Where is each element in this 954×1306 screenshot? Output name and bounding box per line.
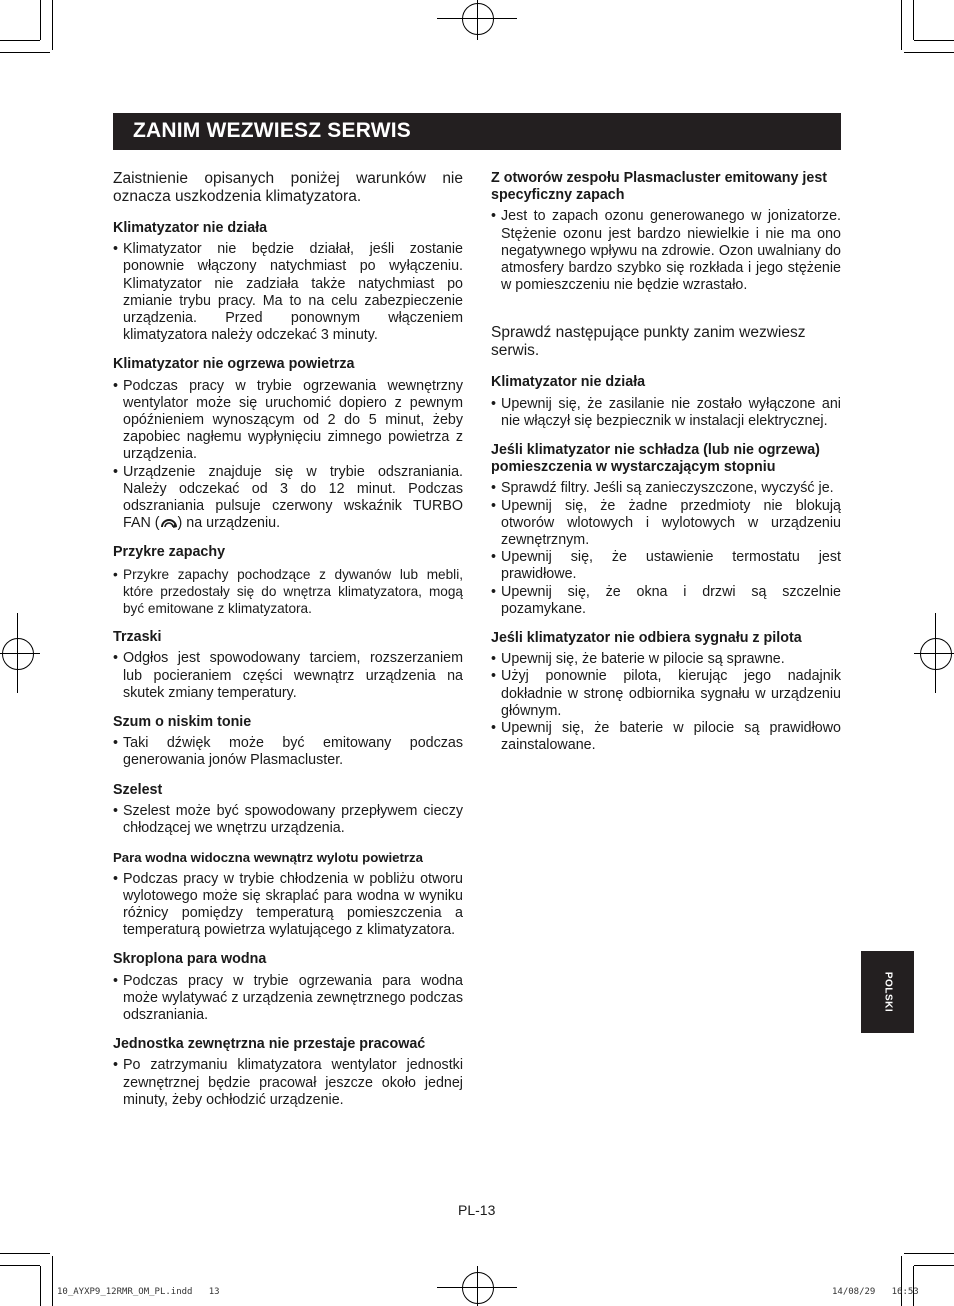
section-heading: Przykre zapachy [113,544,226,561]
crop-mark [52,0,53,50]
section-list [113,1057,463,1109]
list-item: • Sprawdź filtry. Jeśli są zanieczyszczone, wyczyść je. [491,480,841,497]
page-title: ZANIM WEZWIESZ SERWIS [133,119,411,142]
crop-mark [913,0,914,40]
section-list [113,871,463,940]
section-list [113,241,463,344]
list-item: • Upewnij się, że żadne przedmioty nie blokują otworów wlotowych i wylotowych w urządzeniu zewnętrznym. [491,498,841,550]
registration-mark [477,1266,478,1306]
list-item: • Klimatyzator nie będzie działał, jeśli zostanie ponownie włączony natychmiast po wyłączeniu. Klimatyzator nie zadziała także natychmiast po zmianie trybu pracy. Ma to na celu zabezpieczenie urządzenia. Przed ponownym włączeniem klimatyzatora należy odczekać 3 minuty. [113,241,463,344]
right-intro: Sprawdź następujące punkty zanim wezwiesz serwis. [491,324,806,360]
list-item: • Upewnij się, że ustawienie termostatu jest prawidłowe. [491,549,841,583]
crop-mark [904,52,954,53]
list-item: • Przykre zapachy pochodzące z dywanów lub mebli, które przedostały się do wnętrza klimatyzatora, mogą być emitowane z klimatyzatora. [113,566,463,618]
crop-mark [914,40,954,41]
crop-mark [0,1253,50,1254]
section-heading: Klimatyzator nie działa [491,374,646,391]
section-heading: Jednostka zewnętrzna nie przestaje pracować [113,1036,426,1053]
list-item: • Upewnij się, że baterie w pilocie są prawidłowo zainstalowane. [491,720,841,754]
crop-mark [52,1256,53,1306]
crop-mark [901,0,902,50]
section-list [491,396,841,430]
list-item-text: Urządzenie znajduje się w trybie odszraniania. Należy odczekać od 3 do 12 minut. Podczas odszraniania pulsuje czerwony wskaźnik TURBO FAN ( [123,463,463,532]
list-item: • Jest to zapach ozonu generowanego w jonizatorze. Stężenie ozonu jest bardzo niewielkie i nie ma ono negatywnego wpływu na zdrowie. Ozon uwalniany do atmosfery bardzo szybko się rozkłada i jego stężenie w pomieszczeniu nie będzie wzrastało. [491,208,841,294]
section-list [113,378,463,533]
registration-mark [920,638,952,670]
crop-mark [0,1265,40,1266]
registration-mark [935,613,936,693]
registration-mark [0,653,40,654]
right-column [491,170,841,766]
crop-mark [40,0,41,40]
turbo-fan-icon [160,516,178,530]
section-heading: Klimatyzator nie ogrzewa powietrza [113,356,355,373]
list-item: • Upewnij się, że baterie w pilocie są sprawne. [491,651,841,668]
section-list [113,566,463,618]
crop-mark [904,1253,954,1254]
list-item: • Upewnij się, że okna i drzwi są szczelnie pozamykane. [491,584,841,618]
section-heading: Z otworów zespołu Plasmacluster emitowany jest specyficzny zapach [491,170,828,204]
crop-mark [0,40,40,41]
page-number: PL-13 [458,1202,496,1218]
registration-mark [462,3,494,35]
list-item: • Użyj ponownie pilota, kierując jego nadajnik dokładnie w stronę odbiornika sygnału w urządzeniu głównym. [491,668,841,720]
registration-mark [462,1272,494,1304]
list-item: • Podczas pracy w trybie ogrzewania para wodna może wylatywać z urządzenia zewnętrznego podczas odszraniania. [113,973,463,1025]
crop-mark [914,1265,954,1266]
list-item-text-suffix: ) na urządzeniu. [177,515,281,532]
section-list [491,651,841,754]
language-tab [861,951,914,1033]
list-item: • Taki dźwięk może być emitowany podczas generowania jonów Plasmacluster. [113,735,463,769]
section-heading: Jeśli klimatyzator nie schładza (lub nie ogrzewa) pomieszczenia w wystarczającym stopniu [491,442,820,476]
registration-mark [17,613,18,693]
list-item: • Po zatrzymaniu klimatyzatora wentylator jednostki zewnętrznej będzie pracował jeszcze około jednej minuty, żeby ochłodzić urządzenie. [113,1057,463,1109]
section-heading: Para wodna widoczna wewnątrz wylotu powietrza [113,850,423,866]
left-column [113,170,463,1121]
section-list [491,480,841,618]
list-item: • Odgłos jest spowodowany tarciem, rozszerzaniem lub pocieraniem części wewnątrz urządzenia na skutek zmiany temperatury. [113,650,463,702]
section-heading: Klimatyzator nie działa [113,220,268,236]
list-item: • Upewnij się, że zasilanie nie zostało wyłączone ani nie włączył się bezpiecznik w instalacji elektrycznej. [491,396,841,430]
section-list [491,208,841,294]
registration-mark [914,653,954,654]
section-list [113,735,463,769]
section-heading: Trzaski [113,629,162,646]
section-heading: Szum o niskim tonie [113,714,252,731]
section-heading: Szelest [113,781,163,798]
crop-mark [913,1266,914,1306]
list-item: • Podczas pracy w trybie chłodzenia w pobliżu otworu wylotowego może się skraplać para wodna w wyniku różnicy pomiędzy temperaturą pomieszczenia a temperaturą powietrza wylatującego z klimatyzatora. [113,871,463,940]
section-heading: Jeśli klimatyzator nie odbiera sygnału z pilota [491,630,802,647]
section-heading: Skroplona para wodna [113,951,267,968]
registration-mark [477,0,478,40]
section-list [113,650,463,702]
crop-mark [0,52,50,53]
footer-filename: 10_AYXP9_12RMR_OM_PL.indd 13 [57,1287,220,1297]
list-item [113,464,463,533]
footer-timestamp: 14/08/29 16:53 [832,1287,919,1297]
list-item: • Podczas pracy w trybie ogrzewania wewnętrzny wentylator może się uruchomić dopiero z pewnym opóźnieniem wynoszącym od 2 do 5 minut, żeby zapobiec nagłemu wypłynięciu zimnego powietrza z urządzenia. [113,378,463,464]
section-title-bar [113,113,841,150]
crop-mark [40,1266,41,1306]
registration-mark [2,638,34,670]
section-list [113,803,463,837]
left-intro: Zaistnienie opisanych poniżej warunków nie oznacza uszkodzenia klimatyzatora. [113,170,463,205]
list-item: • Szelest może być spowodowany przepływem cieczy chłodzącej we wnętrzu urządzenia. [113,803,463,837]
crop-mark [901,1256,902,1306]
language-tab-label: POLSKI [882,971,893,1013]
section-list [113,973,463,1025]
